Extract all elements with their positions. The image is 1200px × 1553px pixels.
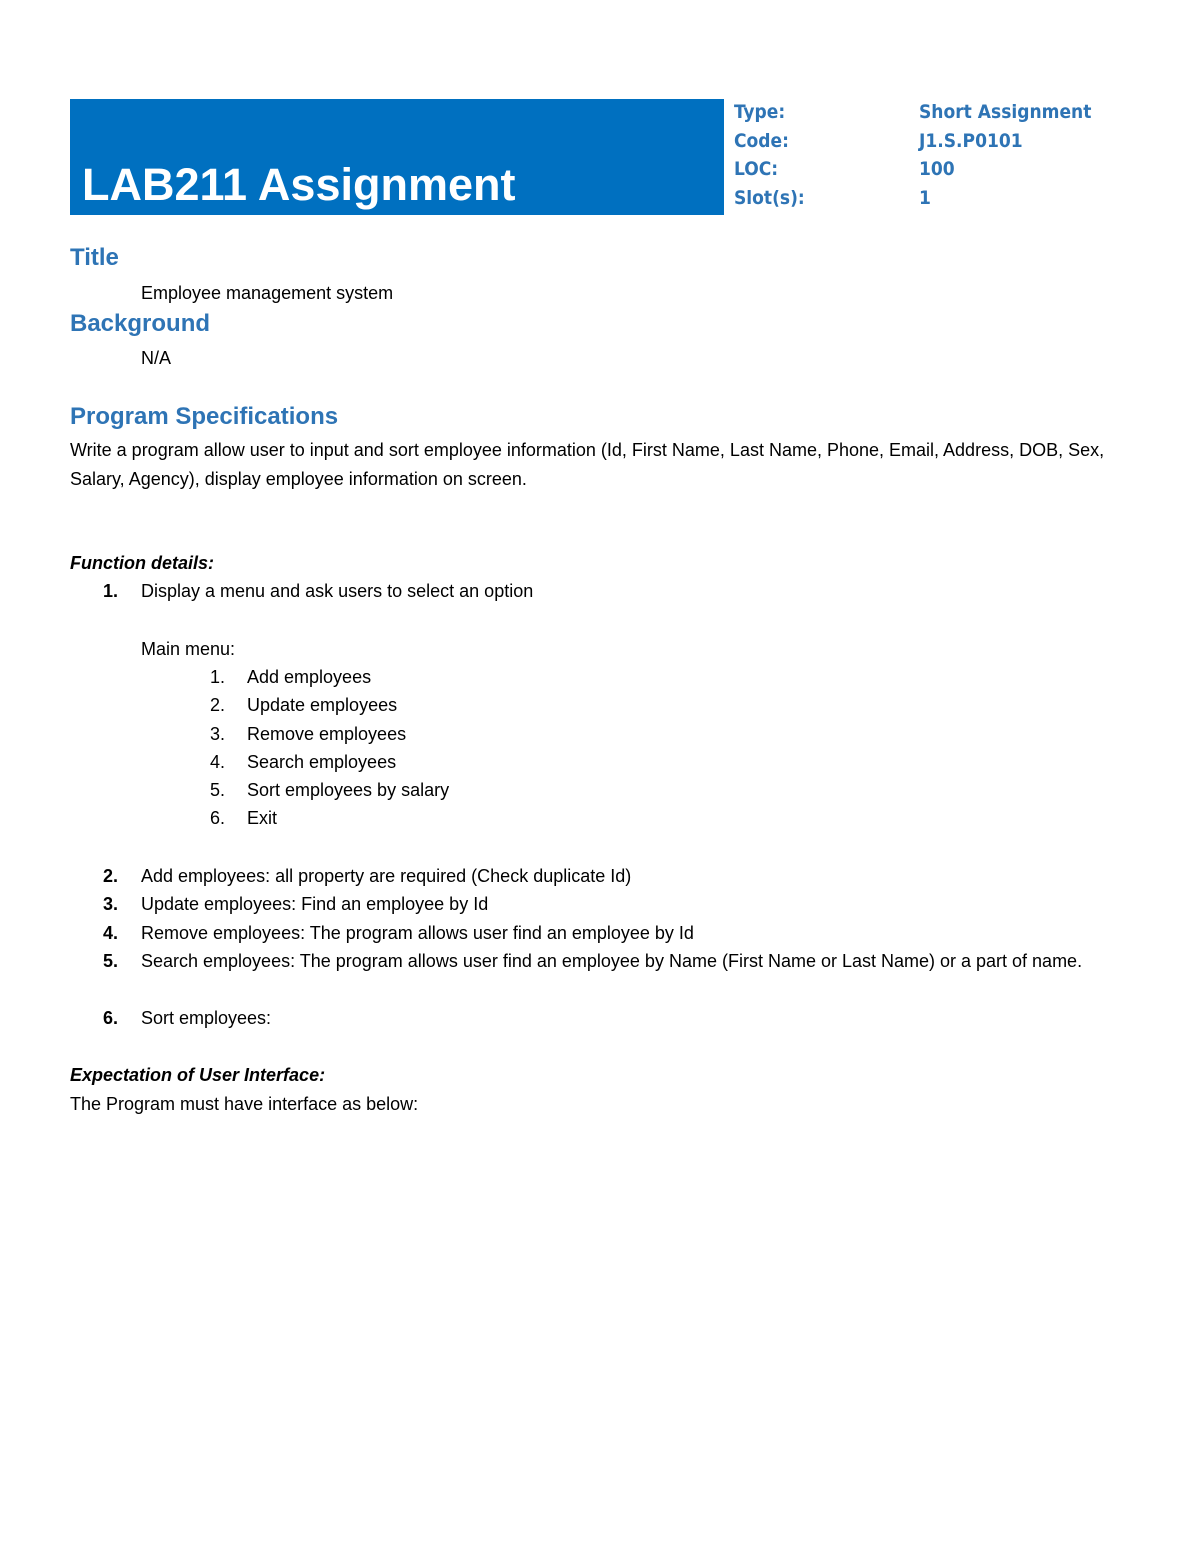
menu-item: Add employees: [247, 667, 372, 687]
menu-item: Remove employees: [247, 724, 407, 744]
menu-item: Exit: [247, 808, 278, 828]
menu-item: Sort employees by salary: [247, 780, 450, 800]
menu-item: Search employees: [247, 752, 397, 772]
meta-key: Type:: [734, 101, 786, 123]
meta-value: Short Assignment: [919, 101, 1092, 123]
meta-key: LOC:: [734, 158, 779, 180]
title-banner: [70, 99, 724, 215]
menu-number: 3.: [210, 724, 226, 744]
title-heading: Title: [70, 244, 119, 271]
function-number: 2.: [103, 866, 119, 886]
function-text: Sort employees:: [141, 1008, 272, 1028]
meta-value: 100: [919, 158, 955, 180]
function-text: Display a menu and ask users to select an option: [141, 581, 534, 601]
meta-value: 1: [919, 186, 931, 209]
background-text: N/A: [141, 348, 172, 368]
ui-expectation-heading: Expectation of User Interface:: [70, 1065, 326, 1085]
function-number: 3.: [103, 894, 119, 914]
function-text: Update employees: Find an employee by Id: [141, 894, 489, 914]
meta-value: J1.S.P0101: [919, 129, 1023, 152]
menu-number: 2.: [210, 695, 226, 715]
function-number: 5.: [103, 951, 119, 971]
ui-expectation-text: The Program must have interface as below:: [70, 1094, 419, 1114]
menu-number: 4.: [210, 752, 226, 772]
document-title: LAB211 Assignment: [82, 159, 516, 210]
title-text: Employee management system: [141, 283, 394, 303]
function-text: Add employees: all property are required (Check duplicate Id): [141, 866, 632, 886]
spec-heading: Program Specifications: [70, 403, 339, 430]
meta-key: Code:: [734, 129, 789, 152]
function-number: 1.: [103, 581, 119, 601]
spec-text: Write a program allow user to input and sort employee information (Id, First Name, Last Name, Phone, Email, Address, DOB, Sex, Salary, Agency), display employee information on screen.: [70, 440, 1105, 489]
function-details-heading: Function details:: [70, 553, 214, 573]
meta-key: Slot(s):: [734, 186, 805, 209]
function-number: 6.: [103, 1008, 119, 1028]
function-text: Search employees: The program allows user find an employee by Name (First Name or Last Name) or a part of name.: [141, 951, 1083, 971]
function-number: 4.: [103, 923, 119, 943]
menu-number: 5.: [210, 780, 226, 800]
menu-item: Update employees: [247, 695, 398, 715]
menu-number: 1.: [210, 667, 226, 687]
function-text: Remove employees: The program allows user find an employee by Id: [141, 923, 694, 943]
menu-number: 6.: [210, 808, 226, 828]
background-heading: Background: [70, 310, 211, 337]
main-menu-label: Main menu:: [141, 639, 236, 659]
